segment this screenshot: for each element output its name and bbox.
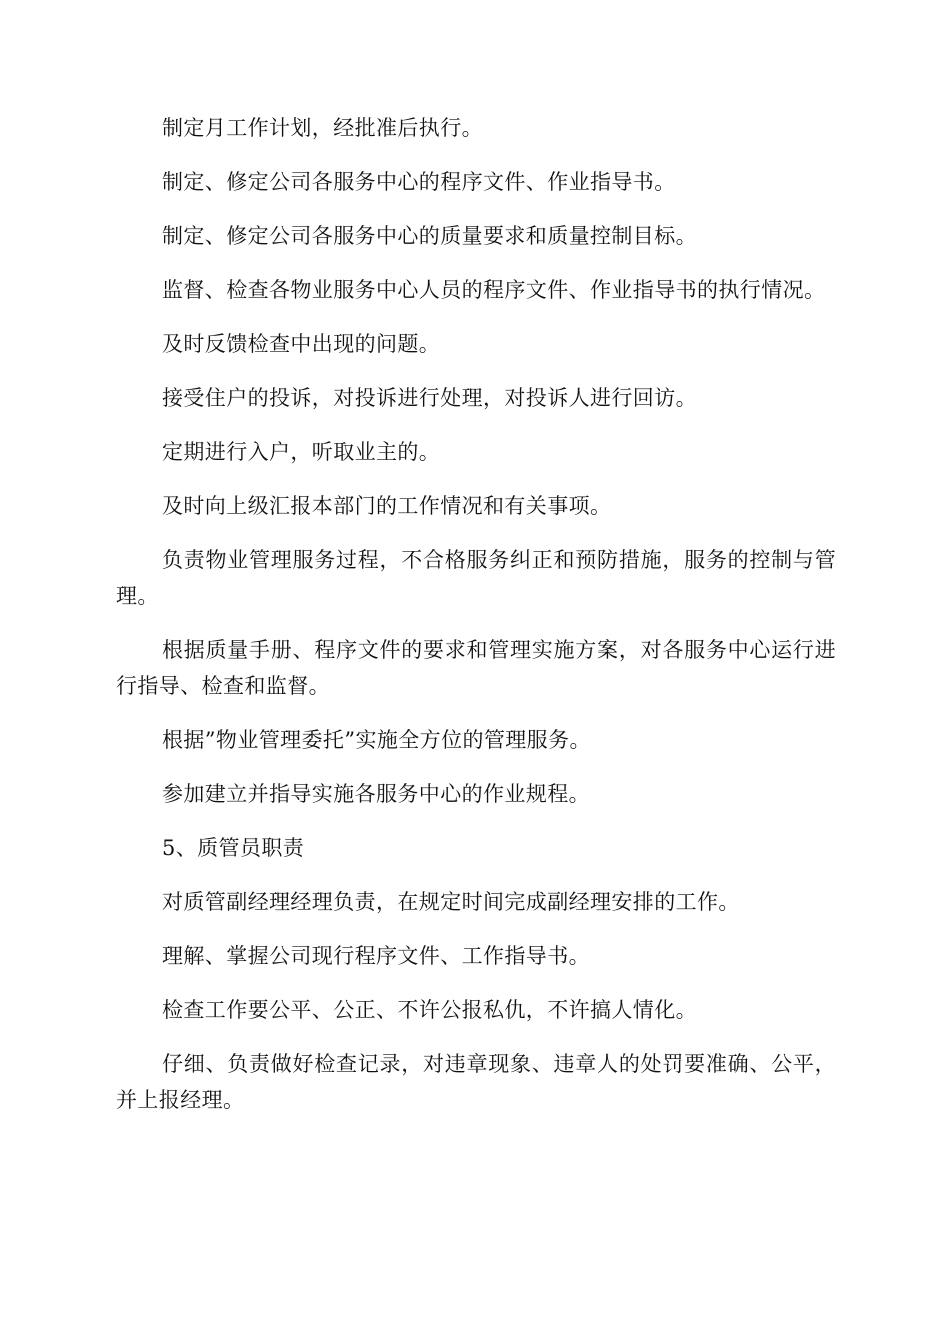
paragraph: 制定月工作计划，经批准后执行。 <box>162 116 483 140</box>
paragraph: 根据”物业管理委托”实施全方位的管理服务。 <box>162 728 591 752</box>
paragraph: 制定、修定公司各服务中心的程序文件、作业指导书。 <box>162 170 676 194</box>
paragraph: 负责物业管理服务过程，不合格服务纠正和预防措施，服务的控制与管理。 <box>116 548 836 608</box>
paragraph: 及时向上级汇报本部门的工作情况和有关事项。 <box>162 494 612 518</box>
document-body <box>116 110 836 1136</box>
paragraph: 对质管副经理经理负责，在规定时间完成副经理安排的工作。 <box>162 890 740 914</box>
paragraph: 及时反馈检查中出现的问题。 <box>162 332 441 356</box>
paragraph: 理解、掌握公司现行程序文件、工作指导书。 <box>162 944 590 968</box>
paragraph: 接受住户的投诉，对投诉进行处理，对投诉人进行回访。 <box>162 386 697 410</box>
paragraph: 监督、检查各物业服务中心人员的程序文件、作业指导书的执行情况。 <box>162 278 826 302</box>
paragraph: 仔细、负责做好检查记录，对违章现象、违章人的处罚要准确、公平，并上报经理。 <box>116 1052 836 1112</box>
section-heading: 5、质管员职责 <box>162 836 305 860</box>
paragraph: 制定、修定公司各服务中心的质量要求和质量控制目标。 <box>162 224 697 248</box>
paragraph: 定期进行入户，听取业主的。 <box>162 440 441 464</box>
paragraph: 根据质量手册、程序文件的要求和管理实施方案，对各服务中心运行进行指导、检查和监督。 <box>116 638 836 698</box>
paragraph: 检查工作要公平、公正、不许公报私仇，不许搞人情化。 <box>162 998 697 1022</box>
paragraph: 参加建立并指导实施各服务中心的作业规程。 <box>162 782 590 806</box>
